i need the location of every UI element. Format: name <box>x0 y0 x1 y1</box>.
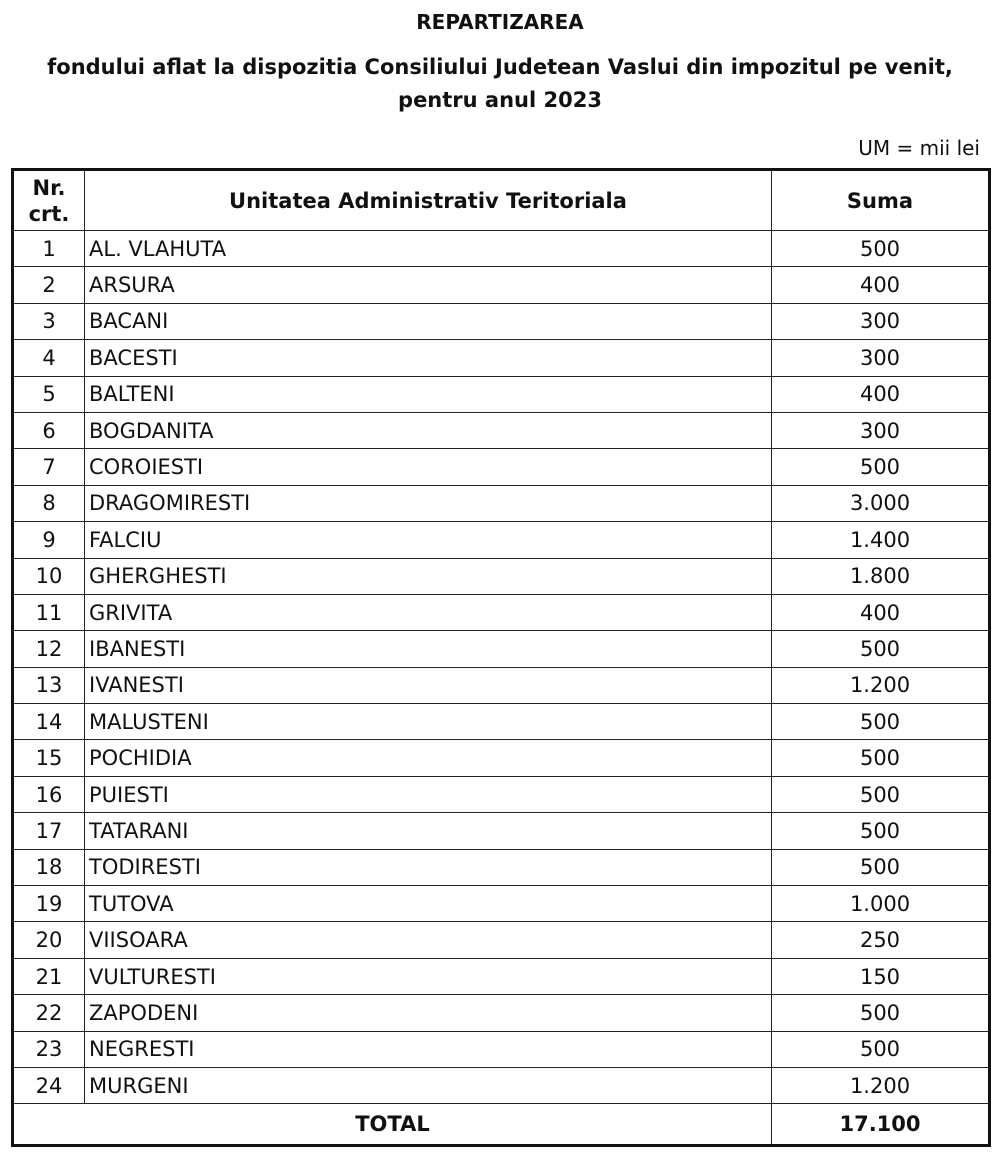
row-sum-cell: 300 <box>772 340 990 376</box>
row-number-cell: 16 <box>13 776 85 812</box>
row-number-cell: 15 <box>13 740 85 776</box>
row-sum-cell: 250 <box>772 922 990 958</box>
row-sum-cell: 500 <box>772 776 990 812</box>
total-row <box>13 1104 990 1146</box>
column-header-name: Unitatea Administrativ Teritoriala <box>85 170 772 231</box>
column-header-nr-line1: Nr. <box>32 175 66 200</box>
row-name-cell: ARSURA <box>85 267 772 303</box>
row-name-cell: DRAGOMIRESTI <box>85 485 772 521</box>
document-subtitle-line2: pentru anul 2023 <box>398 88 602 112</box>
row-sum-cell: 400 <box>772 267 990 303</box>
table-row <box>13 776 990 812</box>
table-header-row <box>13 170 990 231</box>
row-number-cell: 17 <box>13 813 85 849</box>
row-number-cell: 21 <box>13 958 85 994</box>
table-row <box>13 231 990 267</box>
row-sum-cell: 500 <box>772 449 990 485</box>
row-name-cell: AL. VLAHUTA <box>85 231 772 267</box>
row-name-cell: MURGENI <box>85 1067 772 1103</box>
row-number-cell: 13 <box>13 667 85 703</box>
row-sum-cell: 500 <box>772 1031 990 1067</box>
row-sum-cell: 1.400 <box>772 522 990 558</box>
row-number-cell: 4 <box>13 340 85 376</box>
row-sum-cell: 150 <box>772 958 990 994</box>
row-number-cell: 6 <box>13 412 85 448</box>
column-header-sum: Suma <box>772 170 990 231</box>
table-row <box>13 485 990 521</box>
row-sum-cell: 400 <box>772 594 990 630</box>
row-name-cell: BOGDANITA <box>85 412 772 448</box>
row-number-cell: 20 <box>13 922 85 958</box>
row-name-cell: BACANI <box>85 303 772 339</box>
row-sum-cell: 1.000 <box>772 886 990 922</box>
total-value: 17.100 <box>772 1104 990 1146</box>
row-sum-cell: 500 <box>772 704 990 740</box>
table-row <box>13 740 990 776</box>
row-name-cell: BACESTI <box>85 340 772 376</box>
row-name-cell: TODIRESTI <box>85 849 772 885</box>
table-row <box>13 303 990 339</box>
document-subtitle-line1: fondului aflat la dispozitia Consiliului Judetean Vaslui din impozitul pe venit, <box>47 55 953 79</box>
row-sum-cell: 500 <box>772 631 990 667</box>
row-sum-cell: 400 <box>772 376 990 412</box>
row-sum-cell: 3.000 <box>772 485 990 521</box>
row-number-cell: 3 <box>13 303 85 339</box>
document-title: REPARTIZAREA <box>416 10 584 34</box>
row-name-cell: IVANESTI <box>85 667 772 703</box>
row-number-cell: 19 <box>13 886 85 922</box>
total-label: TOTAL <box>13 1104 772 1146</box>
table-row <box>13 631 990 667</box>
row-number-cell: 9 <box>13 522 85 558</box>
row-sum-cell: 500 <box>772 740 990 776</box>
table-row <box>13 522 990 558</box>
row-name-cell: GRIVITA <box>85 594 772 630</box>
table-row <box>13 958 990 994</box>
row-name-cell: GHERGHESTI <box>85 558 772 594</box>
row-number-cell: 23 <box>13 1031 85 1067</box>
row-number-cell: 24 <box>13 1067 85 1103</box>
row-sum-cell: 500 <box>772 849 990 885</box>
row-number-cell: 2 <box>13 267 85 303</box>
allocation-table <box>11 168 991 1147</box>
table-row <box>13 1067 990 1103</box>
table-row <box>13 704 990 740</box>
column-header-nr <box>13 170 85 231</box>
table-row <box>13 412 990 448</box>
row-number-cell: 14 <box>13 704 85 740</box>
table-row <box>13 340 990 376</box>
row-name-cell: ZAPODENI <box>85 995 772 1031</box>
row-number-cell: 10 <box>13 558 85 594</box>
row-name-cell: BALTENI <box>85 376 772 412</box>
row-sum-cell: 500 <box>772 231 990 267</box>
row-name-cell: VULTURESTI <box>85 958 772 994</box>
row-number-cell: 7 <box>13 449 85 485</box>
row-number-cell: 18 <box>13 849 85 885</box>
row-sum-cell: 1.200 <box>772 667 990 703</box>
row-name-cell: TUTOVA <box>85 886 772 922</box>
row-sum-cell: 500 <box>772 813 990 849</box>
row-sum-cell: 300 <box>772 412 990 448</box>
row-sum-cell: 300 <box>772 303 990 339</box>
row-sum-cell: 500 <box>772 995 990 1031</box>
unit-label: UM = mii lei <box>858 136 980 160</box>
row-name-cell: COROIESTI <box>85 449 772 485</box>
table-row <box>13 667 990 703</box>
table-row <box>13 922 990 958</box>
table-row <box>13 813 990 849</box>
row-name-cell: TATARANI <box>85 813 772 849</box>
table-row <box>13 594 990 630</box>
row-number-cell: 22 <box>13 995 85 1031</box>
row-sum-cell: 1.200 <box>772 1067 990 1103</box>
row-number-cell: 12 <box>13 631 85 667</box>
row-name-cell: MALUSTENI <box>85 704 772 740</box>
table-row <box>13 886 990 922</box>
table-row <box>13 849 990 885</box>
row-number-cell: 8 <box>13 485 85 521</box>
table-row <box>13 376 990 412</box>
row-sum-cell: 1.800 <box>772 558 990 594</box>
table-row <box>13 995 990 1031</box>
row-number-cell: 11 <box>13 594 85 630</box>
row-number-cell: 5 <box>13 376 85 412</box>
table-row <box>13 1031 990 1067</box>
table-row <box>13 449 990 485</box>
table-row <box>13 558 990 594</box>
row-name-cell: NEGRESTI <box>85 1031 772 1067</box>
row-name-cell: IBANESTI <box>85 631 772 667</box>
row-name-cell: FALCIU <box>85 522 772 558</box>
row-name-cell: VIISOARA <box>85 922 772 958</box>
row-name-cell: POCHIDIA <box>85 740 772 776</box>
column-header-nr-line2: crt. <box>28 201 70 226</box>
row-name-cell: PUIESTI <box>85 776 772 812</box>
row-number-cell: 1 <box>13 231 85 267</box>
table-row <box>13 267 990 303</box>
